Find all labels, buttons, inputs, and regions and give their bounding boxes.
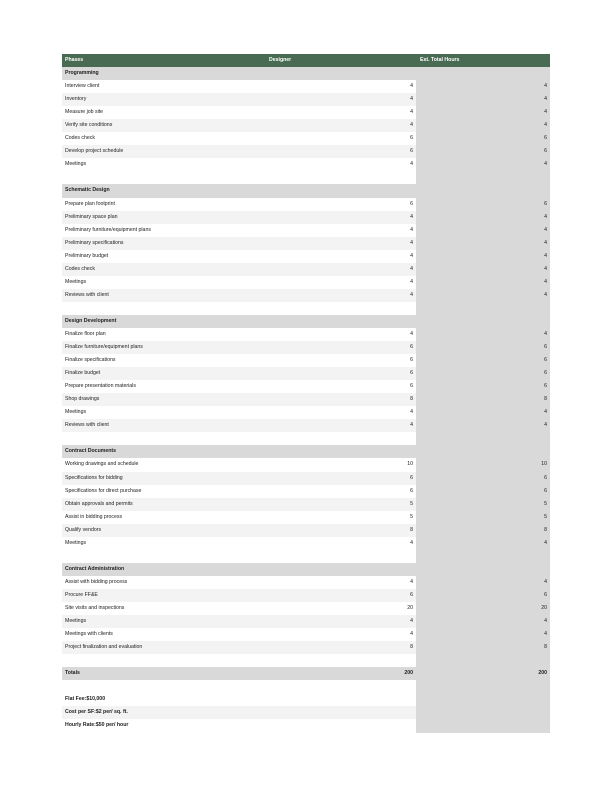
task-name: Interview client xyxy=(65,83,100,90)
designer-hours: 4 xyxy=(410,539,413,546)
task-name: Prepare presentation materials xyxy=(65,383,136,390)
total-hours: 4 xyxy=(544,96,547,103)
task-name: Meetings xyxy=(65,161,87,168)
task-name: Codes check xyxy=(65,265,95,272)
section-header xyxy=(62,315,550,328)
spacer-row xyxy=(62,550,550,563)
table-row xyxy=(62,158,550,171)
spacer-cell xyxy=(62,654,416,667)
table-row xyxy=(62,367,550,380)
total-hours: 5 xyxy=(544,513,547,520)
designer-hours: 20 xyxy=(407,604,413,611)
total-hours: 8 xyxy=(544,644,547,651)
fee-row xyxy=(62,706,550,719)
task-name: Reviews with client xyxy=(65,422,109,429)
totals-designer: 200 xyxy=(404,670,413,677)
total-hours: 6 xyxy=(544,135,547,142)
task-name: Finalize specifications xyxy=(65,357,116,364)
table-row xyxy=(62,498,550,511)
fee-text: Hourly Rate:$50 per/ hour xyxy=(65,722,129,729)
designer-hours: 6 xyxy=(410,135,413,142)
spacer-cell xyxy=(62,550,416,563)
fee-text: Flat Fee:$10,000 xyxy=(65,696,106,703)
total-hours: 6 xyxy=(544,200,547,207)
designer-hours: 5 xyxy=(410,500,413,507)
designer-hours: 4 xyxy=(410,265,413,272)
totals-row xyxy=(62,667,550,680)
section-header xyxy=(62,184,550,197)
table-row xyxy=(62,224,550,237)
designer-hours: 4 xyxy=(410,226,413,233)
table-row xyxy=(62,354,550,367)
total-hours: 6 xyxy=(544,344,547,351)
table-row xyxy=(62,145,550,158)
section-header xyxy=(62,445,550,458)
designer-hours: 6 xyxy=(410,200,413,207)
task-name: Prepare plan footprint xyxy=(65,200,115,207)
spacer-row xyxy=(62,680,550,693)
total-hours: 4 xyxy=(544,291,547,298)
table-row xyxy=(62,641,550,654)
designer-hours: 4 xyxy=(410,409,413,416)
task-name: Develop project schedule xyxy=(65,148,124,155)
table-row xyxy=(62,537,550,550)
table-row xyxy=(62,211,550,224)
total-hours: 8 xyxy=(544,396,547,403)
table-row xyxy=(62,589,550,602)
table-header xyxy=(62,54,550,67)
task-name: Assist in bidding process xyxy=(65,513,123,520)
task-name: Preliminary space plan xyxy=(65,213,118,220)
total-hours: 6 xyxy=(544,383,547,390)
total-hours: 6 xyxy=(544,591,547,598)
table-row xyxy=(62,328,550,341)
task-name: Qualify vendors xyxy=(65,526,102,533)
total-hours: 4 xyxy=(544,122,547,129)
section-title: Contract Administration xyxy=(65,565,125,572)
total-hours: 4 xyxy=(544,161,547,168)
total-hours: 4 xyxy=(544,83,547,90)
task-name: Working drawings and schedule xyxy=(65,461,139,468)
designer-hours: 4 xyxy=(410,578,413,585)
designer-hours: 8 xyxy=(410,644,413,651)
task-name: Preliminary specifications xyxy=(65,239,124,246)
designer-hours: 4 xyxy=(410,422,413,429)
designer-hours: 4 xyxy=(410,109,413,116)
designer-hours: 6 xyxy=(410,487,413,494)
total-hours: 20 xyxy=(541,604,547,611)
task-name: Procure FF&E xyxy=(65,591,98,598)
designer-hours: 4 xyxy=(410,618,413,625)
table-row xyxy=(62,511,550,524)
total-hours: 8 xyxy=(544,526,547,533)
task-name: Finalize furniture/equipment plans xyxy=(65,344,143,351)
task-name: Obtain approvals and permits xyxy=(65,500,133,507)
task-name: Verify site conditions xyxy=(65,122,113,129)
total-hours: 6 xyxy=(544,370,547,377)
total-hours: 6 xyxy=(544,474,547,481)
table-row xyxy=(62,132,550,145)
totals-label: Totals xyxy=(65,670,80,677)
total-hours: 10 xyxy=(541,461,547,468)
total-hours: 4 xyxy=(544,265,547,272)
section-title: Programming xyxy=(65,70,99,77)
table-row xyxy=(62,524,550,537)
table-row xyxy=(62,576,550,589)
total-hours: 4 xyxy=(544,252,547,259)
total-hours: 4 xyxy=(544,330,547,337)
table-row xyxy=(62,458,550,471)
fee-row xyxy=(62,719,550,732)
table-row xyxy=(62,198,550,211)
designer-hours: 6 xyxy=(410,357,413,364)
task-name: Meetings xyxy=(65,618,87,625)
designer-hours: 6 xyxy=(410,370,413,377)
designer-hours: 4 xyxy=(410,330,413,337)
task-name: Inventory xyxy=(65,96,87,103)
task-name: Meetings xyxy=(65,409,87,416)
designer-hours: 5 xyxy=(410,513,413,520)
task-name: Reviews with client xyxy=(65,291,109,298)
designer-hours: 8 xyxy=(410,396,413,403)
task-name: Meetings with clients xyxy=(65,631,113,638)
task-name: Preliminary furniture/equipment plans xyxy=(65,226,151,233)
totals-hours: 200 xyxy=(538,670,547,677)
task-name: Finalize floor plan xyxy=(65,330,106,337)
task-name: Specifications for direct purchase xyxy=(65,487,142,494)
section-title: Contract Documents xyxy=(65,448,117,455)
total-hours: 5 xyxy=(544,500,547,507)
designer-hours: 4 xyxy=(410,213,413,220)
table-body xyxy=(62,67,550,732)
table-row xyxy=(62,602,550,615)
designer-hours: 6 xyxy=(410,148,413,155)
total-hours: 4 xyxy=(544,278,547,285)
table-row xyxy=(62,93,550,106)
section-header xyxy=(62,563,550,576)
task-name: Assist with bidding process xyxy=(65,578,128,585)
designer-hours: 10 xyxy=(407,461,413,468)
table-row xyxy=(62,106,550,119)
designer-hours: 4 xyxy=(410,631,413,638)
table-row xyxy=(62,380,550,393)
total-hours: 4 xyxy=(544,618,547,625)
total-hours: 4 xyxy=(544,109,547,116)
table-row xyxy=(62,119,550,132)
header-phases: Phases xyxy=(65,57,84,63)
designer-hours: 4 xyxy=(410,96,413,103)
total-hours: 4 xyxy=(544,239,547,246)
total-hours: 4 xyxy=(544,578,547,585)
header-designer: Designer xyxy=(269,57,292,63)
table-row xyxy=(62,276,550,289)
total-hours: 4 xyxy=(544,539,547,546)
total-hours: 4 xyxy=(544,631,547,638)
task-name: Meetings xyxy=(65,539,87,546)
total-hours: 4 xyxy=(544,226,547,233)
task-name: Shop drawings xyxy=(65,396,100,403)
table-row xyxy=(62,615,550,628)
spacer-row xyxy=(62,432,550,445)
table-row xyxy=(62,237,550,250)
designer-hours: 6 xyxy=(410,383,413,390)
total-hours: 6 xyxy=(544,357,547,364)
table-row xyxy=(62,341,550,354)
spacer-row xyxy=(62,654,550,667)
table-row xyxy=(62,628,550,641)
table-row xyxy=(62,289,550,302)
designer-hours: 4 xyxy=(410,278,413,285)
designer-hours: 6 xyxy=(410,474,413,481)
designer-hours: 4 xyxy=(410,291,413,298)
total-hours: 6 xyxy=(544,148,547,155)
designer-hours: 4 xyxy=(410,252,413,259)
table-row xyxy=(62,80,550,93)
designer-hours: 6 xyxy=(410,591,413,598)
task-name: Project finalization and evaluation xyxy=(65,644,143,651)
spacer-cell xyxy=(62,302,416,315)
spacer-row xyxy=(62,171,550,184)
section-header xyxy=(62,67,550,80)
designer-hours: 4 xyxy=(410,161,413,168)
table-row xyxy=(62,393,550,406)
task-name: Codes check xyxy=(65,135,95,142)
table-row xyxy=(62,263,550,276)
designer-hours: 4 xyxy=(410,83,413,90)
spacer-cell xyxy=(62,680,416,693)
table-row xyxy=(62,485,550,498)
table-row xyxy=(62,406,550,419)
fee-text: Cost per SF:$2 per/ sq. ft. xyxy=(65,709,128,716)
header-hours: Est. Total Hours xyxy=(420,57,460,63)
table-row xyxy=(62,472,550,485)
section-title: Schematic Design xyxy=(65,187,110,194)
total-hours: 4 xyxy=(544,213,547,220)
total-hours: 6 xyxy=(544,487,547,494)
designer-hours: 8 xyxy=(410,526,413,533)
designer-hours: 4 xyxy=(410,122,413,129)
fee-estimate-table xyxy=(62,54,550,732)
task-name: Site visits and inspections xyxy=(65,604,125,611)
total-hours: 4 xyxy=(544,422,547,429)
spacer-row xyxy=(62,302,550,315)
task-name: Finalize budget xyxy=(65,370,101,377)
spacer-cell xyxy=(62,432,416,445)
task-name: Specifications for bidding xyxy=(65,474,123,481)
table-row xyxy=(62,250,550,263)
section-title: Design Development xyxy=(65,317,117,324)
table-row xyxy=(62,419,550,432)
task-name: Measure job site xyxy=(65,109,104,116)
task-name: Meetings xyxy=(65,278,87,285)
spacer-cell xyxy=(62,171,416,184)
designer-hours: 6 xyxy=(410,344,413,351)
task-name: Preliminary budget xyxy=(65,252,109,259)
designer-hours: 4 xyxy=(410,239,413,246)
total-hours: 4 xyxy=(544,409,547,416)
fee-row xyxy=(62,693,550,706)
